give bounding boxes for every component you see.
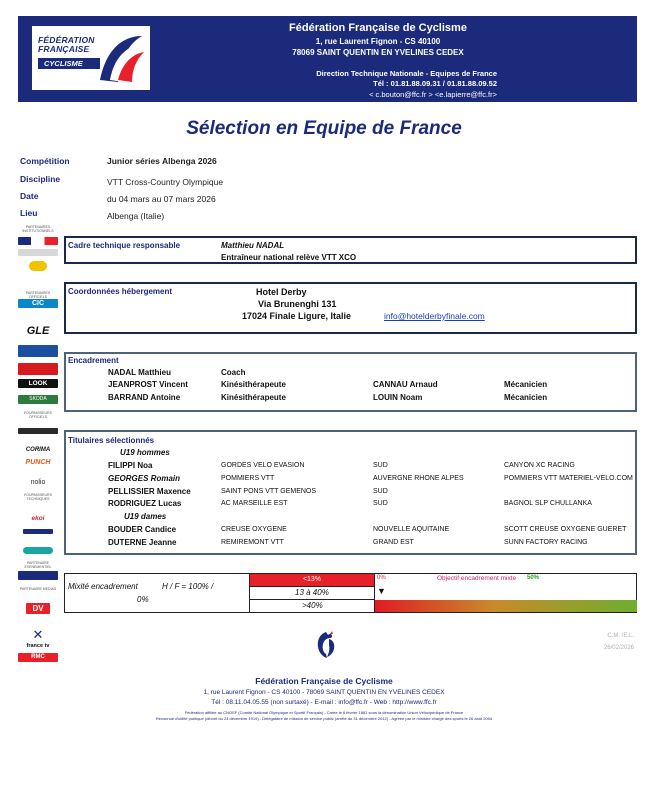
sponsor-dv-logo: DV (18, 603, 58, 614)
sponsor-look-logo: LOOK (18, 379, 58, 388)
sponsor-corima-logo: CORIMA (25, 447, 51, 453)
sponsor-logo-3 (18, 428, 58, 434)
mixite-ratio-value: 0% (137, 595, 149, 604)
rider-region: GRAND EST (373, 539, 414, 546)
hotel-email-link[interactable]: info@hotelderbyfinale.com (384, 311, 485, 321)
mixite-objective: Objectif encadrement mixte (437, 575, 517, 582)
sponsor-logo-2 (18, 363, 58, 375)
mixite-rule (249, 599, 374, 600)
sponsor-tag-fournisseurs-officiels: FOURNISSEURS OFFICIELS (24, 411, 52, 419)
sponsor-francetv-logo: france tv (26, 643, 50, 649)
staff-name: JEANPROST Vincent (108, 380, 188, 389)
mixite-pct-start: 0% (377, 575, 386, 581)
sponsor-agence-logo (18, 237, 58, 245)
lieu-label: Lieu (20, 208, 38, 218)
rider-name: DUTERNE Jeanne (108, 538, 177, 547)
staff-name: LOUIN Noam (373, 393, 423, 402)
sponsor-ekoi-logo: ekoi (31, 515, 45, 522)
rider-team: CANYON XC RACING (504, 462, 575, 469)
rider-club: SAINT PONS VTT GEMENOS (221, 488, 317, 495)
footer-org-name: Fédération Française de Cyclisme (255, 676, 393, 686)
competition-value: Junior séries Albenga 2026 (107, 156, 217, 166)
staff-role: Coach (221, 368, 246, 377)
rider-name: BOUDER Candice (108, 525, 177, 534)
sponsor-region-logo (18, 261, 58, 271)
cadre-role: Entraîneur national relève VTT XCO (221, 253, 357, 262)
hotel-city: 17024 Finale Ligure, Italie (242, 311, 352, 321)
discipline-value: VTT Cross-Country Olympique (107, 177, 224, 187)
mixite-ratio-label: H / F = 100% / (162, 582, 214, 591)
mixite-box (64, 573, 637, 613)
footer-contact: Tél : 08.11.04.05.55 (non surtaxé) - E-mail : info@ffc.fr - Web : http://www.ffc.fr (211, 699, 437, 706)
hebergement-title: Coordonnées hébergement (68, 287, 173, 296)
staff-role: Mécanicien (504, 393, 548, 402)
mixite-scale-low: <13% (250, 574, 374, 586)
date-value: du 04 mars au 07 mars 2026 (107, 194, 216, 204)
mixite-rule (249, 586, 374, 587)
stamp-initials: C.M. /E.L. (607, 633, 634, 639)
date-label: Date (20, 191, 39, 201)
staff-name: BARRAND Antoine (108, 393, 181, 402)
mixite-label: Mixité encadrement (68, 582, 138, 591)
rider-team: BAGNOL SLP CHULLANKA (504, 500, 592, 507)
sponsor-gle-logo: GLE (26, 325, 50, 337)
lieu-value: Albenga (Italie) (107, 211, 165, 221)
rider-name: RODRIGUEZ Lucas (108, 499, 182, 508)
mixite-scale-high: >40% (302, 601, 323, 610)
rider-team: POMMIERS VTT MATERIEL-VELO.COM (504, 475, 633, 482)
logo-bar: CYCLISME (38, 58, 100, 69)
rider-region: SUD (373, 462, 388, 469)
sponsor-tag-medias: PARTENAIRE MEDIAS (19, 587, 57, 591)
org-name: Fédération Française de Cyclisme (289, 22, 467, 34)
sponsor-rmc-logo: RMC (18, 653, 58, 662)
cadre-name: Matthieu NADAL (221, 241, 285, 250)
footer-legal-1: Fédération affiliée au CNOSF (Comité National Olympique et Sportif Français) - Créée le 6 février 1881 sous la dénomination Union Vélocipédique de France (184, 710, 464, 715)
rider-club: CREUSE OXYGENE (221, 526, 287, 533)
group-label: U19 dames (124, 512, 167, 521)
stamp-date: 26/02/2026 (603, 645, 634, 651)
direction-line: Direction Technique Nationale - Equipes de France (316, 69, 497, 78)
rider-name: GEORGES Romain (108, 474, 181, 483)
sponsor-tag-fournisseurs-techniques: FOURNISSEURS TECHNIQUES (24, 493, 52, 501)
sponsor-logo-5 (18, 547, 58, 554)
sponsor-x-logo: ✕ (32, 627, 44, 642)
mixite-scale-mid: 13 à 40% (295, 588, 329, 597)
titulaires-box (64, 430, 637, 555)
footer-legal-2: Reconnue d'utilité publique (décret du 24 décembre 1919) - Délégataire de mission de service public (arrêté du 31 décembre 2012) - Agréée par le ministre chargé des sports le 26 août 2004 (155, 716, 493, 721)
rider-region: AUVERGNE RHONE ALPES (373, 475, 464, 482)
sponsor-tag-institutionnels: PARTENAIRES INSTITUTIONNELS (22, 225, 54, 233)
cadre-technique-box (64, 236, 637, 264)
titulaires-title: Titulaires sélectionnés (68, 436, 155, 445)
group-label: U19 hommes (120, 448, 170, 457)
mixite-marker-icon: ▼ (377, 586, 386, 596)
mixite-pct-end: 50% (527, 575, 540, 581)
staff-name: NADAL Matthieu (108, 368, 171, 377)
rider-club: GORDES VELO EVASION (221, 462, 305, 469)
staff-role: Kinésithérapeute (221, 393, 286, 402)
sponsor-logo-1 (18, 345, 58, 357)
rider-club: AC MARSEILLE EST (221, 500, 288, 507)
rider-club: REMIREMONT VTT (221, 539, 284, 546)
logo-text: FÉDÉRATION FRANÇAISE (38, 35, 95, 54)
mixite-gradient-bar (375, 600, 637, 612)
sponsor-tag-evenementiel: PARTENAIRE EVENEMENTIEL (24, 561, 52, 569)
logo-swoosh-icon (92, 30, 146, 86)
footer-address: 1, rue Laurent Fignon - CS 40100 - 78069 SAINT QUENTIN EN YVELINES CEDEX (203, 689, 445, 696)
emails-line: < c.bouton@ffc.fr > <e.lapierre@ffc.fr> (369, 90, 497, 99)
hotel-street: Via Brunenghi 131 (258, 299, 337, 309)
encadrement-box (64, 352, 637, 412)
rooster-icon (314, 630, 338, 660)
sponsor-cic-logo: CIC (18, 299, 58, 308)
rider-team: SCOTT CREUSE OXYGENE GUERET (504, 526, 627, 533)
discipline-label: Discipline (20, 174, 61, 184)
staff-role: Kinésithérapeute (221, 380, 286, 389)
hotel-name: Hotel Derby (256, 287, 307, 297)
staff-role: Mécanicien (504, 380, 548, 389)
rider-region: SUD (373, 500, 388, 507)
competition-label: Compétition (20, 156, 70, 166)
sponsor-tag-officiels: PARTENAIRES OFFICIELS (25, 291, 51, 299)
page-title: Sélection en Equipe de France (186, 118, 462, 139)
ffc-logo (32, 26, 150, 90)
sponsor-logo-6 (18, 571, 58, 580)
rider-name: PELLISSIER Maxence (108, 487, 191, 496)
staff-name: CANNAU Arnaud (373, 380, 438, 389)
sponsor-skoda-logo: SKODA (18, 395, 58, 404)
header-banner (18, 16, 637, 102)
rider-team: SUNN FACTORY RACING (504, 539, 588, 546)
cadre-title: Cadre technique responsable (68, 241, 181, 250)
phone-line: Tél : 01.81.88.09.31 / 01.81.88.09.52 (373, 79, 497, 88)
rider-region: SUD (373, 488, 388, 495)
sponsor-punch-logo: PUNCH (25, 459, 51, 466)
org-address-2: 78069 SAINT QUENTIN EN YVELINES CEDEX (292, 48, 464, 57)
rider-region: NOUVELLE AQUITAINE (373, 526, 450, 533)
org-address-1: 1, rue Laurent Fignon - CS 40100 (315, 37, 441, 46)
rider-club: POMMIERS VTT (221, 475, 275, 482)
rider-name: FILIPPI Noa (108, 461, 153, 470)
sponsor-nolio-logo: nolio (30, 479, 46, 486)
sponsor-ministere-logo (18, 249, 58, 256)
sponsor-logo-4 (18, 529, 58, 534)
encadrement-title: Encadrement (68, 356, 119, 365)
hebergement-box (64, 282, 637, 334)
